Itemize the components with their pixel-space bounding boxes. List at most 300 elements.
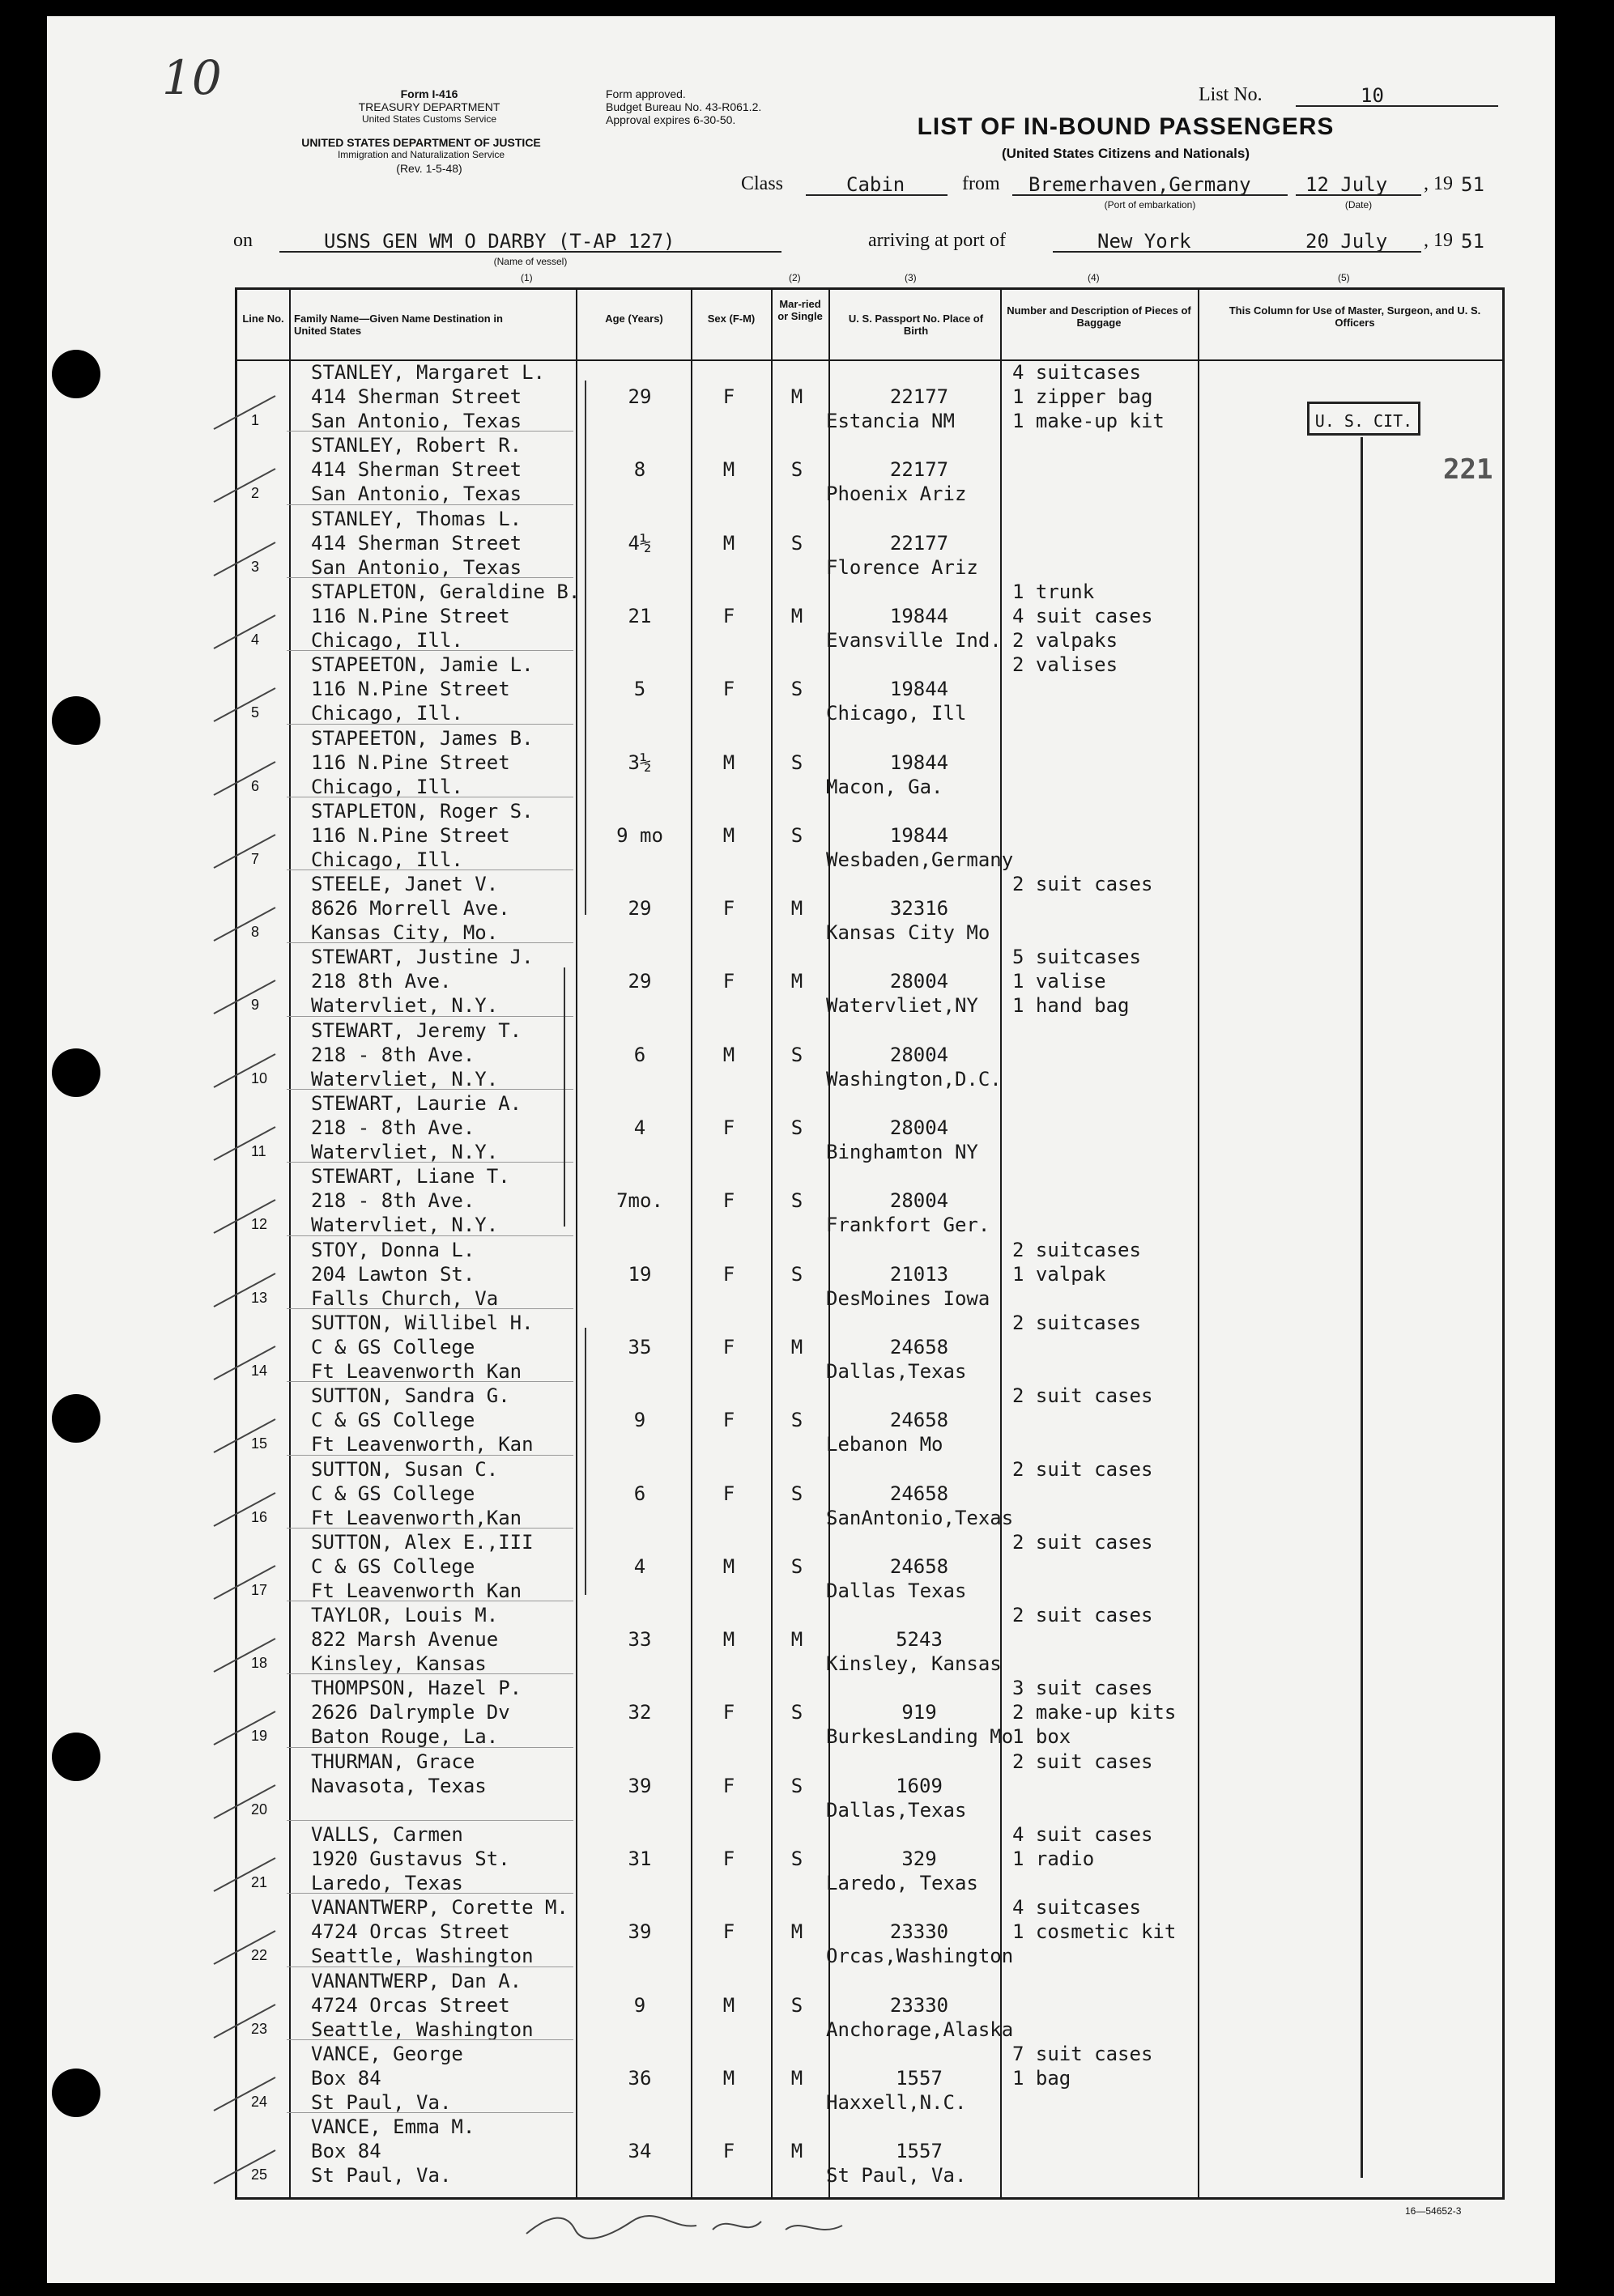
passport-number: 28004 bbox=[889, 970, 949, 993]
passenger-city: St Paul, Va. bbox=[311, 2164, 452, 2188]
baggage-item: 1 trunk bbox=[1012, 580, 1095, 603]
passenger-name: STEWART, Jeremy T. bbox=[311, 1018, 522, 1042]
marital-status: S bbox=[790, 1554, 803, 1578]
marital-status: M bbox=[790, 1920, 803, 1944]
line-number: 22 bbox=[251, 1947, 268, 1964]
marital-status: S bbox=[790, 531, 803, 555]
passenger-sex: F bbox=[722, 1262, 735, 1286]
passenger-name: STEELE, Janet V. bbox=[311, 873, 499, 896]
passenger-sex: M bbox=[722, 1628, 735, 1652]
passenger-name: STEWART, Liane T. bbox=[311, 1165, 510, 1188]
row-divider bbox=[287, 1381, 573, 1382]
passenger-age: 5 bbox=[633, 678, 646, 701]
col-baggage: Number and Description of Pieces of Baggage bbox=[1007, 304, 1191, 329]
from-label: from bbox=[962, 173, 1000, 194]
passenger-sex: F bbox=[722, 1774, 735, 1797]
passenger-age: 9 bbox=[633, 1409, 646, 1432]
row-divider bbox=[287, 1235, 573, 1236]
check-mark bbox=[212, 466, 277, 506]
passenger-age: 7mo. bbox=[616, 1189, 663, 1213]
passenger-address: C & GS College bbox=[311, 1409, 475, 1432]
passenger-name: STANLEY, Margaret L. bbox=[311, 361, 545, 384]
passenger-age: 6 bbox=[633, 1043, 646, 1066]
passport-number: 19844 bbox=[889, 678, 949, 701]
row-divider bbox=[287, 1016, 573, 1017]
baggage-item: 1 valpak bbox=[1012, 1262, 1106, 1286]
passenger-name: STAPEETON, Jamie L. bbox=[311, 653, 534, 677]
passenger-address: 1920 Gustavus St. bbox=[311, 1847, 510, 1870]
ins-service: Immigration and Naturalization Service bbox=[337, 149, 505, 160]
place-of-birth: Haxxell,N.C. bbox=[826, 2090, 967, 2114]
place-of-birth: Phoenix Ariz bbox=[826, 483, 967, 506]
passenger-sex: F bbox=[722, 1920, 735, 1944]
passport-number: 22177 bbox=[889, 531, 949, 555]
baggage-item: 2 suitcases bbox=[1012, 1311, 1141, 1334]
place-of-birth: Laredo, Texas bbox=[826, 1872, 978, 1894]
passenger-age: 8 bbox=[633, 458, 646, 482]
officer-signature bbox=[518, 2205, 858, 2246]
col-passport: U. S. Passport No. Place of Birth bbox=[848, 313, 984, 337]
passenger-city: Baton Rouge, La. bbox=[311, 1725, 499, 1749]
marital-status: M bbox=[790, 2140, 803, 2163]
line-number: 6 bbox=[251, 777, 260, 794]
line-number: 2 bbox=[251, 485, 260, 502]
check-mark bbox=[212, 1124, 277, 1164]
line-number: 9 bbox=[251, 997, 260, 1014]
passenger-sex: F bbox=[722, 970, 735, 993]
passport-number: 24658 bbox=[889, 1335, 949, 1358]
line-number: 16 bbox=[251, 1508, 268, 1525]
marital-status: S bbox=[790, 823, 803, 847]
place-of-birth: Kinsley, Kansas bbox=[826, 1652, 1002, 1676]
line-number: 23 bbox=[251, 2020, 268, 2037]
passenger-address: 116 N.Pine Street bbox=[311, 750, 510, 774]
line-number: 13 bbox=[251, 1289, 268, 1306]
passenger-city: Chicago, Ill. bbox=[311, 702, 463, 725]
passenger-city: Watervliet, N.Y. bbox=[311, 1067, 499, 1091]
line-number: 1 bbox=[251, 412, 260, 428]
passport-number: 32316 bbox=[889, 897, 949, 921]
passport-number: 28004 bbox=[889, 1043, 949, 1066]
passenger-city: San Antonio, Texas bbox=[311, 410, 522, 432]
passport-number: 24658 bbox=[889, 1554, 949, 1578]
check-mark bbox=[212, 1197, 277, 1237]
line-number: 11 bbox=[251, 1143, 266, 1159]
justice-dept: UNITED STATES DEPARTMENT OF JUSTICE bbox=[301, 136, 541, 149]
baggage-item: 1 radio bbox=[1012, 1847, 1095, 1870]
punch-hole bbox=[52, 350, 100, 398]
col-married: Mar-ried or Single bbox=[777, 298, 823, 322]
passenger-address: 116 N.Pine Street bbox=[311, 604, 510, 627]
marital-status: S bbox=[790, 1993, 803, 2017]
passenger-city: Seattle, Washington bbox=[311, 2018, 534, 2041]
passenger-age: 4 bbox=[633, 1116, 646, 1139]
passenger-sex: F bbox=[722, 385, 735, 408]
passport-number: 1609 bbox=[896, 1774, 943, 1797]
passenger-city: St Paul, Va. bbox=[311, 2090, 452, 2114]
embark-port-underline bbox=[1012, 194, 1288, 196]
passenger-age: 19 bbox=[628, 1262, 652, 1286]
passport-number: 22177 bbox=[889, 458, 949, 482]
place-of-birth: Anchorage,Alaska bbox=[826, 2018, 1014, 2041]
passenger-age: 6 bbox=[633, 1482, 646, 1505]
embark-date-value: 12 July bbox=[1305, 173, 1388, 196]
passenger-address: 414 Sherman Street bbox=[311, 458, 522, 482]
passenger-age: 9 bbox=[633, 1993, 646, 2017]
baggage-item: 2 valises bbox=[1012, 653, 1118, 677]
arrival-date-underline bbox=[1296, 251, 1421, 253]
list-no-underline bbox=[1296, 105, 1498, 107]
place-of-birth: Dallas,Texas bbox=[826, 1359, 967, 1383]
passenger-age: 29 bbox=[628, 897, 652, 921]
place-of-birth: Lebanon Mo bbox=[826, 1433, 943, 1456]
check-mark bbox=[212, 2001, 277, 2042]
col-age: Age (Years) bbox=[605, 313, 663, 325]
check-mark bbox=[212, 1928, 277, 1968]
baggage-item: 3 suit cases bbox=[1012, 1677, 1153, 1700]
check-mark bbox=[212, 1051, 277, 1091]
passenger-name: STEWART, Justine J. bbox=[311, 946, 534, 969]
passenger-age: 3½ bbox=[628, 750, 652, 774]
class-underline bbox=[806, 194, 948, 196]
passenger-name: VANCE, Emma M. bbox=[311, 2115, 475, 2139]
punch-hole bbox=[52, 1048, 100, 1097]
line-number: 8 bbox=[251, 924, 260, 941]
family-bracket bbox=[564, 967, 565, 1227]
baggage-item: 2 suitcases bbox=[1012, 1238, 1141, 1261]
passenger-sex: M bbox=[722, 531, 735, 555]
col-number-3: (3) bbox=[905, 272, 917, 283]
check-mark bbox=[212, 612, 277, 653]
passport-number: 22177 bbox=[889, 385, 949, 408]
passenger-sex: F bbox=[722, 2140, 735, 2163]
arrival-year-prefix: , 19 bbox=[1424, 230, 1453, 251]
passenger-city: Seattle, Washington bbox=[311, 1945, 534, 1968]
class-label: Class bbox=[741, 173, 784, 194]
col-line-no: Line No. bbox=[242, 313, 284, 325]
check-mark bbox=[212, 1563, 277, 1603]
passenger-sex: F bbox=[722, 1189, 735, 1213]
line-number: 17 bbox=[251, 1581, 268, 1598]
list-no-value: 10 bbox=[1361, 84, 1384, 107]
row-divider bbox=[287, 1308, 573, 1309]
passenger-age: 4 bbox=[633, 1554, 646, 1578]
check-mark bbox=[212, 904, 277, 945]
check-mark bbox=[212, 1490, 277, 1530]
passenger-age: 9 mo bbox=[616, 823, 663, 847]
passenger-age: 39 bbox=[628, 1774, 652, 1797]
passport-number: 19844 bbox=[889, 750, 949, 774]
passenger-age: 36 bbox=[628, 2066, 652, 2090]
baggage-item: 2 suit cases bbox=[1012, 1604, 1153, 1627]
approval-line-3: Approval expires 6-30-50. bbox=[606, 113, 736, 126]
passenger-sex: F bbox=[722, 897, 735, 921]
marital-status: M bbox=[790, 385, 803, 408]
baggage-item: 2 suit cases bbox=[1012, 1457, 1153, 1481]
passenger-address: 414 Sherman Street bbox=[311, 385, 522, 408]
place-of-birth: St Paul, Va. bbox=[826, 2164, 967, 2188]
line-number: 24 bbox=[251, 2093, 268, 2110]
passenger-name: VANANTWERP, Corette M. bbox=[311, 1896, 569, 1920]
line-number: 5 bbox=[251, 704, 260, 721]
officer-arrow-line bbox=[1361, 437, 1363, 2178]
passenger-name: VANANTWERP, Dan A. bbox=[311, 1969, 522, 1992]
passenger-address: 116 N.Pine Street bbox=[311, 678, 510, 701]
baggage-item: 2 valpaks bbox=[1012, 628, 1118, 652]
check-mark bbox=[212, 1635, 277, 1676]
passenger-address: 2626 Dalrymple Dv bbox=[311, 1701, 510, 1724]
punch-hole bbox=[52, 1394, 100, 1443]
marital-status: S bbox=[790, 678, 803, 701]
passenger-city: Chicago, Ill. bbox=[311, 848, 463, 871]
check-mark bbox=[212, 393, 277, 433]
punch-hole bbox=[52, 696, 100, 745]
place-of-birth: Wesbaden,Germany bbox=[826, 848, 1014, 871]
place-of-birth: Binghamton NY bbox=[826, 1141, 978, 1163]
passenger-city: Chicago, Ill. bbox=[311, 775, 463, 798]
baggage-item: 4 suitcases bbox=[1012, 1896, 1141, 1920]
passenger-name: SUTTON, Alex E.,III bbox=[311, 1530, 534, 1554]
check-mark bbox=[212, 1855, 277, 1895]
passenger-name: SUTTON, Susan C. bbox=[311, 1457, 499, 1481]
passenger-name: THURMAN, Grace bbox=[311, 1750, 475, 1773]
place-of-birth: Macon, Ga. bbox=[826, 775, 943, 798]
passenger-sex: F bbox=[722, 1116, 735, 1139]
class-value: Cabin bbox=[846, 173, 905, 196]
check-mark bbox=[212, 1416, 277, 1456]
marital-status: M bbox=[790, 2066, 803, 2090]
passenger-name: STAPLETON, Geraldine B. bbox=[311, 580, 581, 603]
revision: (Rev. 1-5-48) bbox=[396, 162, 462, 175]
passenger-name: STANLEY, Thomas L. bbox=[311, 507, 522, 530]
row-divider bbox=[287, 431, 573, 432]
row-divider bbox=[287, 1528, 573, 1529]
passenger-address: 218 8th Ave. bbox=[311, 970, 452, 993]
marital-status: S bbox=[790, 1774, 803, 1797]
marital-status: S bbox=[790, 1847, 803, 1870]
place-of-birth: Florence Ariz bbox=[826, 555, 978, 579]
check-mark bbox=[212, 1782, 277, 1822]
arrival-year-value: 51 bbox=[1461, 230, 1484, 253]
passenger-address: 218 - 8th Ave. bbox=[311, 1189, 475, 1213]
embark-port-value: Bremerhaven,Germany bbox=[1028, 173, 1251, 196]
passenger-age: 29 bbox=[628, 970, 652, 993]
line-number: 25 bbox=[251, 2166, 268, 2183]
place-of-birth: Evansville Ind. bbox=[826, 628, 1002, 652]
line-number: 15 bbox=[251, 1435, 268, 1452]
col-number-5: (5) bbox=[1338, 272, 1350, 283]
check-mark bbox=[212, 1708, 277, 1749]
passenger-city: San Antonio, Texas bbox=[311, 483, 522, 506]
approval-line-1: Form approved. bbox=[606, 87, 686, 100]
row-divider bbox=[287, 1673, 573, 1674]
line-number: 3 bbox=[251, 558, 260, 575]
passenger-sex: F bbox=[722, 1409, 735, 1432]
passenger-address: 4724 Orcas Street bbox=[311, 1993, 510, 2017]
passenger-address: 4724 Orcas Street bbox=[311, 1920, 510, 1944]
baggage-item: 2 make-up kits bbox=[1012, 1701, 1177, 1724]
arriving-label: arriving at port of bbox=[868, 230, 1006, 251]
marital-status: S bbox=[790, 1482, 803, 1505]
passenger-city: Watervliet, N.Y. bbox=[311, 994, 499, 1018]
passenger-name: TAYLOR, Louis M. bbox=[311, 1604, 499, 1627]
line-number: 10 bbox=[251, 1069, 268, 1086]
punch-hole bbox=[52, 2069, 100, 2117]
passenger-name: STOY, Donna L. bbox=[311, 1238, 475, 1261]
check-mark bbox=[212, 977, 277, 1018]
passport-number: 1557 bbox=[896, 2066, 943, 2090]
baggage-item: 1 cosmetic kit bbox=[1012, 1920, 1177, 1944]
place-of-birth: Dallas Texas bbox=[826, 1579, 967, 1602]
passenger-name: SUTTON, Sandra G. bbox=[311, 1384, 510, 1408]
line-number: 20 bbox=[251, 1801, 268, 1818]
passenger-age: 29 bbox=[628, 385, 652, 408]
passenger-sex: M bbox=[722, 823, 735, 847]
handwritten-page-number: 10 bbox=[162, 50, 222, 105]
marital-status: S bbox=[790, 458, 803, 482]
col-name: Family Name—Given Name Destination in United States bbox=[294, 313, 503, 337]
arrival-date-value: 20 July bbox=[1305, 230, 1388, 253]
passenger-city: San Antonio, Texas bbox=[311, 555, 522, 579]
place-of-birth: Orcas,Washington bbox=[826, 1945, 1014, 1968]
marital-status: S bbox=[790, 750, 803, 774]
line-number: 12 bbox=[251, 1216, 268, 1233]
passenger-address: 204 Lawton St. bbox=[311, 1262, 475, 1286]
passenger-age: 4½ bbox=[628, 531, 652, 555]
form-number: Form I-416 bbox=[400, 87, 458, 100]
passport-number: 24658 bbox=[889, 1482, 949, 1505]
baggage-item: 4 suitcases bbox=[1012, 361, 1141, 384]
passenger-name: SUTTON, Willibel H. bbox=[311, 1311, 534, 1334]
marital-status: M bbox=[790, 897, 803, 921]
baggage-item: 1 make-up kit bbox=[1012, 410, 1165, 432]
baggage-item: 2 suit cases bbox=[1012, 1530, 1153, 1554]
passenger-age: 33 bbox=[628, 1628, 652, 1652]
passenger-address: Box 84 bbox=[311, 2140, 381, 2163]
marital-status: S bbox=[790, 1701, 803, 1724]
baggage-item: 7 suit cases bbox=[1012, 2042, 1153, 2065]
passenger-city: Ft Leavenworth Kan bbox=[311, 1579, 522, 1602]
date-caption: (Date) bbox=[1344, 199, 1373, 210]
passenger-address: 822 Marsh Avenue bbox=[311, 1628, 499, 1652]
passenger-name: STAPLETON, Roger S. bbox=[311, 799, 534, 823]
check-mark bbox=[212, 2147, 277, 2188]
passenger-address: C & GS College bbox=[311, 1335, 475, 1358]
approval-line-2: Budget Bureau No. 43-R061.2. bbox=[606, 100, 762, 113]
passenger-name: STEWART, Laurie A. bbox=[311, 1092, 522, 1115]
passport-number: 28004 bbox=[889, 1189, 949, 1213]
passenger-city: Ft Leavenworth,Kan bbox=[311, 1506, 522, 1529]
passenger-age: 21 bbox=[628, 604, 652, 627]
passenger-address: Navasota, Texas bbox=[311, 1774, 487, 1797]
place-of-birth: DesMoines Iowa bbox=[826, 1286, 990, 1310]
passenger-sex: M bbox=[722, 458, 735, 482]
check-mark bbox=[212, 685, 277, 725]
us-citizen-stamp: U. S. CIT. bbox=[1307, 402, 1420, 436]
check-mark bbox=[212, 2074, 277, 2115]
passenger-sex: F bbox=[722, 1335, 735, 1358]
marital-status: M bbox=[790, 1628, 803, 1652]
baggage-item: 2 suit cases bbox=[1012, 1750, 1153, 1773]
line-number: 7 bbox=[251, 850, 260, 867]
row-divider bbox=[287, 1966, 573, 1967]
passport-number: 19844 bbox=[889, 604, 949, 627]
check-mark bbox=[212, 831, 277, 872]
passenger-sex: M bbox=[722, 1043, 735, 1066]
form-subtitle: (United States Citizens and Nationals) bbox=[1001, 146, 1250, 161]
place-of-birth: Estancia NM bbox=[826, 410, 955, 432]
arrival-port-value: New York bbox=[1097, 230, 1191, 253]
row-divider bbox=[287, 577, 573, 578]
passenger-name: VANCE, George bbox=[311, 2042, 463, 2065]
row-divider bbox=[287, 1455, 573, 1456]
baggage-item: 1 zipper bag bbox=[1012, 385, 1153, 408]
baggage-item: 1 box bbox=[1012, 1725, 1071, 1749]
place-of-birth: Watervliet,NY bbox=[826, 994, 978, 1018]
col-number-2: (2) bbox=[789, 272, 801, 283]
embark-year-value: 51 bbox=[1461, 173, 1484, 196]
line-number: 4 bbox=[251, 631, 260, 648]
passenger-sex: F bbox=[722, 1701, 735, 1724]
marital-status: M bbox=[790, 970, 803, 993]
passport-number: 23330 bbox=[889, 1993, 949, 2017]
on-label: on bbox=[233, 230, 253, 251]
passenger-sex: F bbox=[722, 1482, 735, 1505]
passport-number: 23330 bbox=[889, 1920, 949, 1944]
passenger-city: Chicago, Ill. bbox=[311, 628, 463, 652]
passenger-city: Watervliet, N.Y. bbox=[311, 1141, 499, 1163]
passenger-sex: M bbox=[722, 1554, 735, 1578]
passenger-name: VALLS, Carmen bbox=[311, 1823, 463, 1846]
passenger-sex: M bbox=[722, 750, 735, 774]
marital-status: S bbox=[790, 1189, 803, 1213]
place-of-birth: BurkesLanding Mo bbox=[826, 1725, 1014, 1749]
port-caption: (Port of embarkation) bbox=[1104, 199, 1196, 210]
vessel-underline bbox=[279, 251, 781, 253]
arrival-port-underline bbox=[1053, 251, 1296, 253]
passenger-address: 218 - 8th Ave. bbox=[311, 1043, 475, 1066]
passenger-age: 32 bbox=[628, 1701, 652, 1724]
passenger-address: C & GS College bbox=[311, 1482, 475, 1505]
line-number: 18 bbox=[251, 1655, 268, 1672]
passenger-address: 414 Sherman Street bbox=[311, 531, 522, 555]
row-divider bbox=[287, 1747, 573, 1748]
passenger-name: THOMPSON, Hazel P. bbox=[311, 1677, 522, 1700]
marital-status: S bbox=[790, 1409, 803, 1432]
vessel-caption: (Name of vessel) bbox=[493, 256, 568, 267]
row-divider bbox=[287, 942, 573, 943]
passenger-city: Watervliet, N.Y. bbox=[311, 1214, 499, 1237]
footer-code: 16—54652-3 bbox=[1405, 2205, 1462, 2217]
stamp-number: 221 bbox=[1443, 453, 1493, 486]
place-of-birth: Frankfort Ger. bbox=[826, 1214, 990, 1237]
passenger-sex: F bbox=[722, 1847, 735, 1870]
row-divider bbox=[287, 1893, 573, 1894]
passport-number: 5243 bbox=[896, 1628, 943, 1652]
col-number-1: (1) bbox=[521, 272, 533, 283]
passport-number: 1557 bbox=[896, 2140, 943, 2163]
baggage-item: 1 valise bbox=[1012, 970, 1106, 993]
row-divider bbox=[287, 650, 573, 651]
passenger-age: 39 bbox=[628, 1920, 652, 1944]
marital-status: S bbox=[790, 1262, 803, 1286]
place-of-birth: SanAntonio,Texas bbox=[826, 1506, 1014, 1529]
passenger-address: 8626 Morrell Ave. bbox=[311, 897, 510, 921]
col-sex: Sex (F-M) bbox=[707, 313, 756, 325]
passenger-name: STAPEETON, James B. bbox=[311, 726, 534, 750]
passenger-address: C & GS College bbox=[311, 1554, 475, 1578]
marital-status: S bbox=[790, 1116, 803, 1139]
